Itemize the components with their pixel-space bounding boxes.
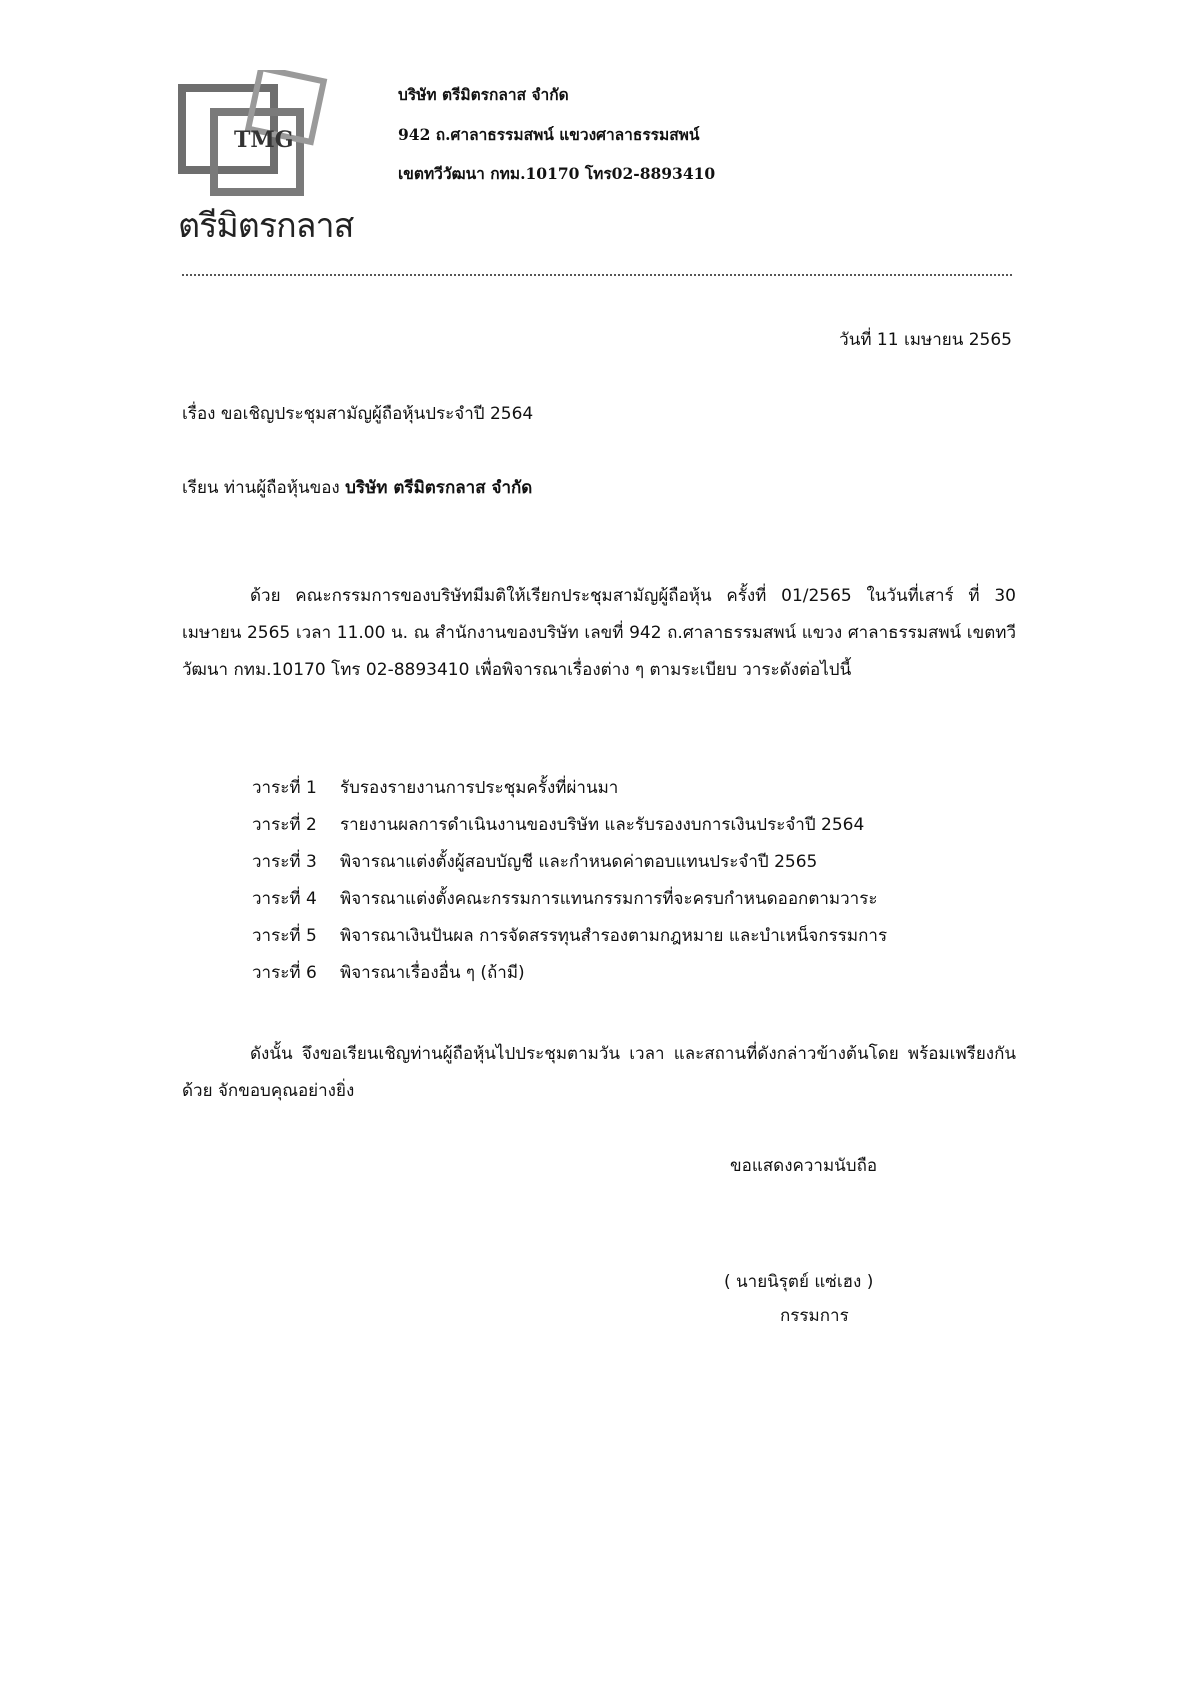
closing-salutation: ขอแสดงความนับถือ	[730, 1156, 878, 1176]
agenda-text: พิจารณาเงินปันผล การจัดสรรทุนสำรองตามกฎหมาย และบำเหน็จกรรมการ	[340, 926, 888, 946]
signer-name: ( นายนิรุตย์ แซ่เฮง )	[724, 1272, 874, 1292]
agenda-number: วาระที่ 1	[252, 778, 317, 798]
agenda-item	[252, 844, 887, 881]
signer-title: กรรมการ	[780, 1306, 849, 1326]
logo-frames-icon	[178, 70, 356, 205]
letter-recipient	[182, 470, 532, 507]
agenda-number: วาระที่ 6	[252, 963, 317, 983]
agenda-text: พิจารณาเรื่องอื่น ๆ (ถ้ามี)	[340, 963, 525, 983]
agenda-text: พิจารณาแต่งตั้งคณะกรรมการแทนกรรมการที่จะครบกำหนดออกตามวาระ	[340, 889, 878, 909]
header-divider	[182, 274, 1012, 276]
agenda-list	[252, 770, 887, 992]
agenda-item	[252, 881, 887, 918]
agenda-item	[252, 770, 887, 807]
letter-date: วันที่ 11 เมษายน 2565	[839, 330, 1012, 350]
recipient-company: บริษัท ตรีมิตรกลาส จำกัด	[345, 478, 533, 498]
agenda-number: วาระที่ 3	[252, 852, 317, 872]
company-address-line2: เขตทวีวัฒนา กทม.10170 โทร02-8893410	[398, 164, 716, 183]
company-name: บริษัท ตรีมิตรกลาส จำกัด	[398, 85, 569, 104]
company-address-line1: 942 ถ.ศาลาธรรมสพน์ แขวงศาลาธรรมสพน์	[398, 125, 700, 144]
agenda-text: พิจารณาแต่งตั้งผู้สอบบัญชี และกำหนดค่าตอบแทนประจำปี 2565	[340, 852, 818, 872]
closing-paragraph: ดังนั้น จึงขอเรียนเชิญท่านผู้ถือหุ้นไปประชุมตามวัน เวลา และสถานที่ดังกล่าวข้างต้นโดย พร้อมเพรียงกันด้วย จักขอบคุณอย่างยิ่ง	[182, 1044, 1016, 1101]
agenda-item	[252, 918, 887, 955]
intro-paragraph: ด้วย คณะกรรมการของบริษัทมีมติให้เรียกประชุมสามัญผู้ถือหุ้น ครั้งที่ 01/2565 ในวันที่เสาร์ ที่ 30 เมษายน 2565 เวลา 11.00 น. ณ สำนักงานของบริษัท เลขที่ 942 ถ.ศาลาธรรมสพน์ แขวง ศาลาธรรมสพน์ เขตทวีวัฒนา กทม.10170 โทร 02-8893410 เพื่อพิจารณาเรื่องต่าง ๆ ตามระเบียบ วาระดังต่อไปนี้	[182, 586, 1016, 680]
recipient-prefix: เรียน ท่านผู้ถือหุ้นของ	[182, 478, 346, 498]
agenda-text: รายงานผลการดำเนินงานของบริษัท และรับรองงบการเงินประจำปี 2564	[340, 815, 865, 835]
agenda-number: วาระที่ 2	[252, 815, 317, 835]
agenda-number: วาระที่ 4	[252, 889, 317, 909]
letter-subject: เรื่อง ขอเชิญประชุมสามัญผู้ถือหุ้นประจำปี 2564	[182, 404, 534, 424]
logo-name: ตรีมิตรกลาส	[178, 206, 354, 246]
agenda-item	[252, 807, 887, 844]
agenda-item	[252, 955, 887, 992]
agenda-text: รับรองรายงานการประชุมครั้งที่ผ่านมา	[340, 778, 619, 798]
company-logo	[178, 70, 356, 246]
agenda-number: วาระที่ 5	[252, 926, 317, 946]
logo-mark: TMG	[234, 127, 294, 153]
